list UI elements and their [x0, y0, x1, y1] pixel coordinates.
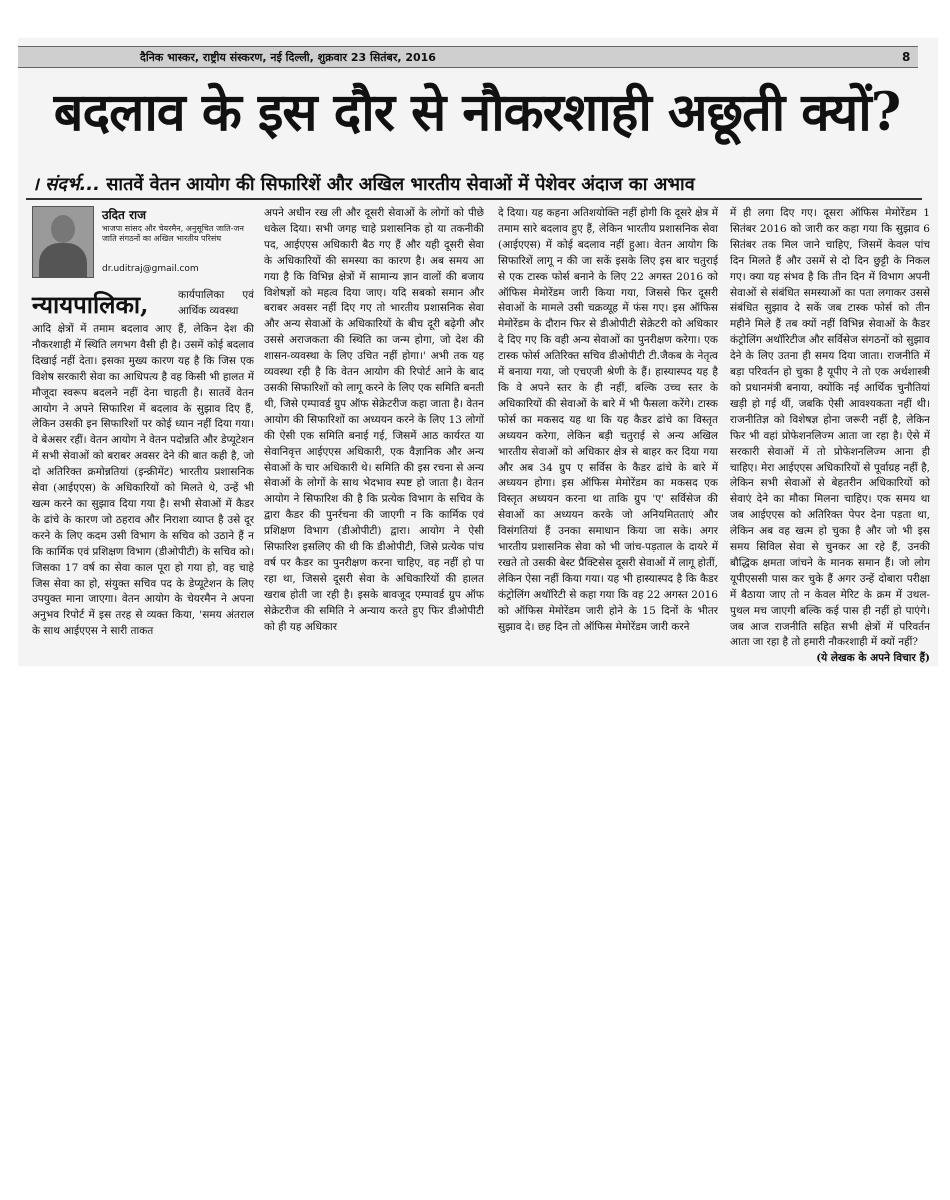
article-column-3: दे दिया। यह कहना अतिशयोक्ति नहीं होगी कि दूसरे क्षेत्र में तमाम सारे बदलाव हुए हैं, लेकिन भारतीय प्रशासनिक सेवा (आईएएस) में कोई बदलाव नहीं हुआ। वेतन आयोग कि सिफारिशें लागू न की जा सकें इसके लिए इस बार चतुराई से एक टास्क फोर्स बनाने के लिए 22 अगस्त 2016 को ऑफिस मेमोरेंडम जारी किया गया, जिससे फिर दूसरी सेवाओं के मामले उसी चक्रव्यूह में फंस गए। इस ऑफिस मेमोरेंडम के दौरान फिर से डीओपीटी सेक्रेटरी को अधिकार दे दिए गए कि वही अन्य सेवाओं का पुनरीक्षण करेगा। एक टास्क फोर्स अतिरिक्त सचिव डीओपीटी टी.जैकब के नेतृत्व में बनाया गया, जो एचएजी श्रेणी के हैं। हास्यास्पद यह है कि वे अपने स्तर के ही नहीं, बल्कि उच्च स्तर के अधिकारियों की सेवाओं के बारे में भी फैसला करेंगे। टास्क फोर्स का मकसद यह था कि यह कैडर ढांचे का विस्तृत अध्ययन करेगा, लेकिन बड़ी चतुराई से अन्य अखिल भारतीय सेवाओं को अधिकार क्षेत्र से बाहर कर दिया गया और अब 34 ग्रुप ए सर्विस के कैडर ढांचे के बारे में अध्ययन होगा। इस ऑफिस मेमोरेंडम का मकसद एक विस्तृत अध्ययन करना था ताकि ग्रुप 'ए' सर्विसेज की सेवाओं का अध्ययन करके जो अनियमितताएं और विसंगतियां हैं उनका समाधान किया जा सके। अगर भारतीय प्रशासनिक सेवा को भी जांच-पड़ताल के दायरे में रखते तो उसकी बेस्ट प्रैक्टिसेस दूसरी सेवाओं में लागू होतीं, लेकिन ऐसा नहीं किया गया। यह भी हास्यास्पद है कि कैडर कंट्रोलिंग अथॉरिटी से कहा गया कि वह 22 अगस्त 2016 को ऑफिस मेमोरेंडम जारी होने के 15 दिनों के भीतर सुझाव दे। छह दिन तो ऑफिस मेमोरेंडम जारी करने [498, 207, 718, 633]
article-column-4-text: में ही लगा दिए गए। दूसरा ऑफिस मेमोरेंडम 1 सितंबर 2016 को जारी कर कहा गया कि सुझाव 6 सितंबर तक मिल जाने चाहिए, जिसमें केवल पांच दिन मिलते हैं और उसमें से दो दिन छुट्टी के निकल गए। क्या यह संभव है कि तीन दिन में विभाग अपनी सेवाओं से संबंधित समस्याओं का पता लगाकर उससे संबंधित सुझाव दे सकें जब टास्क फोर्स को तीन महीने मिले हैं तब क्यों नहीं विभिन्न सेवाओं के कैडर कंट्रोलिंग अथॉरिटीज और सर्विसेज संगठनों को सुझाव देने के लिए उतना ही समय दिया जाता। राजनीति में बड़ा परिवर्तन हो चुका है यूपीए ने तो एक अर्थशास्त्री को प्रधानमंत्री बनाया, क्योंकि नई आर्थिक चुनौतियां खड़ी हो गई थीं, जबकि ऐसी आवश्यकता नहीं थी। राजनीतिज्ञ को विशेषज्ञ होना जरूरी नहीं है, लेकिन फिर भी वहां प्रोफेशनलिज्म आता जा रहा है। ऐसे में सरकारी सेवाओं में तो प्रोफेशनलिज्म आना ही चाहिए। मेरा आईएएस अधिकारियों से पूर्वाग्रह नहीं है, लेकिन सभी सेवाओं से बेहतरीन अधिकारियों को सेवाएं देने का मौका मिलना चाहिए। एक समय था जब आईएएस को अतिरिक्त पेपर देना पड़ता था, लेकिन अब वह खत्म हो चुका है और जो भी इस समय सिविल सेवा से चुनकर आ रहे हैं, उनकी बौद्धिक क्षमता जांचने के मानक समान हैं। जो लोग यूपीएससी पास कर चुके हैं अगर उन्हें दोबारा परीक्षा में बैठाया जाए तो न केवल मेरिट के क्रम में उथल-पुथल मच जाएगी बल्कि कई पास ही नहीं हो पाएंगे। जब आज राजनीति सहित सभी क्षेत्रों में परिवर्तन आता जा रहा है तो हमारी नौकरशाही में क्यों नहीं? [730, 207, 930, 649]
divider [26, 198, 922, 200]
lead-word: न्यायपालिका, [32, 290, 149, 319]
article-column-2: अपने अधीन रख ली और दूसरी सेवाओं के लोगों को पीछे धकेल दिया। सभी जगह चाहे प्रशासनिक हो या तकनीकी पद, आईएएस अधिकारी बैठ गए हैं और यही दूसरी सेवा के अधिकारियों की समस्या का कारण है। अब समय आ गया है कि विभिन्न क्षेत्रों में सामान्य ज्ञान वालों की बजाय विशेषज्ञों को महत्व दिया जाए। यदि सबको समान और बराबर अवसर नहीं दिए गए तो भारतीय प्रशासनिक सेवा और अन्य सेवाओं के अधिकारियों के बीच दूरी बढ़ेगी और उससे अराजकता की स्थिति का जन्म होगा, जो देश की शासन-व्यवस्था के लिए उचित नहीं होगा।' अभी तक यह व्यवस्था रही है कि वेतन आयोग की रिपोर्ट आने के बाद उसकी सिफारिशों को लागू करने के लिए एक समिति बनती थी, जिसे एम्पावर्ड ग्रुप ऑफ सेक्रेटरीज कहा जाता है। वेतन आयोग की सिफारिशों का अध्ययन करने के लिए 13 लोगों की ऐसी एक समिति बनाई गई, जिसमें आठ कार्यरत या सेवानिवृत्त आईएएस अधिकारी, एक वैज्ञानिक और अन्य सेवाओं के चार अधिकारी थे। समिति की इस रचना से अन्य सेवाओं के लोगों के साथ भेदभाव स्पष्ट हो जाता है। वेतन आयोग ने सिफारिश की है कि प्रत्येक विभाग के सचिव के द्वारा कैडर की पुनर्रचना की जाएगी न कि कार्मिक एवं प्रशिक्षण विभाग (डीओपीटी) द्वारा। आयोग ने ऐसी सिफारिश इसलिए की थी कि डीओपीटी, जिसे प्रत्येक पांच वर्ष पर कैडर का पुनरीक्षण करना चाहिए, वह नहीं हो पा रहा था, जिससे दूसरी सेवा के अधिकारियों की हालत खराब होती जा रही है। इसके बावजूद एम्पावर्ड ग्रुप ऑफ सेक्रेटरीज की समिति ने अन्याय करते हुए फिर डीओपीटी को ही यह अधिकार [264, 207, 484, 633]
lead-rest: कार्यपालिका एवं आर्थिक व्यवस्था [178, 289, 254, 317]
article-column-1: आदि क्षेत्रों में तमाम बदलाव आए हैं, लेकिन देश की नौकरशाही में स्थिति लगभग वैसी ही है। उसमें कोई बदलाव दिखाई नहीं देता। इसका मुख्य कारण यह है कि जिस एक विशेष सरकारी सेवा का आधिपत्य है वह किसी भी हालत में मौजूदा स्वरूप बदलने नहीं देना चाहती है। सातवें वेतन आयोग ने अपने सिफारिश में बदलाव के सुझाव दिए हैं, लेकिन उसकी इन सिफारिशों पर कोई ध्यान नहीं दिया गया। वे बेअसर रहीं। वेतन आयोग ने वेतन पदोन्नति और डेप्यूटेशन में सभी सेवाओं को बराबर अवसर देने की बात कही है, जो दो अतिरिक्त क्रमोन्नतियां (इन्क्रीमेंट) भारतीय प्रशासनिक सेवा (आईएएस) के अधिकारियों को मिलते थे, उन्हें भी खत्म करने का सुझाव दिया गया है। सभी सेवाओं में कैडर के ढांचे के कारण जो ठहराव और निराशा व्याप्त है उसे दूर करने के लिए कदम उसी विभाग के सचिव को उठाने हैं न कि कार्मिक एवं प्रशिक्षण विभाग (डीओपीटी) के सचिव को। जिसका 17 वर्ष का सेवा काल पूरा हो गया हो, वह चाहे जिस सेवा का हो, संयुक्त सचिव पद के डेप्यूटेशन के लिए उपयुक्त माना जाएगा। वेतन आयोग के चेयरमैन ने अपना अनुभव रिपोर्ट में इस तरह से व्यक्त किया, 'समय अंतराल के साथ आईएएस ने सारी ताकत [32, 323, 254, 638]
article-column-4 [730, 206, 930, 666]
headline: बदलाव के इस दौर से नौकरशाही अछूती क्यों? [53, 82, 901, 143]
page-number: 8 [902, 50, 911, 64]
masthead-bar [18, 46, 918, 68]
subhead-text: सातवें वेतन आयोग की सिफारिशें और अखिल भारतीय सेवाओं में पेशेवर अंदाज का अभाव [106, 174, 695, 195]
author-email: dr.uditraj@gmail.com [102, 264, 199, 274]
author-name: उदित राज [102, 208, 146, 222]
closing-note: (ये लेखक के अपने विचार हैं) [816, 652, 930, 665]
masthead-text: दैनिक भास्कर, राष्ट्रीय संस्करण, नई दिल्ली, शुक्रवार 23 सितंबर, 2016 [140, 51, 436, 64]
subhead-context: । संदर्भ... [32, 174, 100, 195]
author-credential: भाजपा सांसद और चेयरमैन, अनुसूचित जाति-जन जाति संगठनों का अखिल भारतीय परिसंघ [102, 224, 244, 243]
subhead [32, 172, 922, 196]
author-photo [32, 206, 94, 278]
byline [32, 206, 258, 276]
newspaper-clipping [18, 38, 938, 666]
